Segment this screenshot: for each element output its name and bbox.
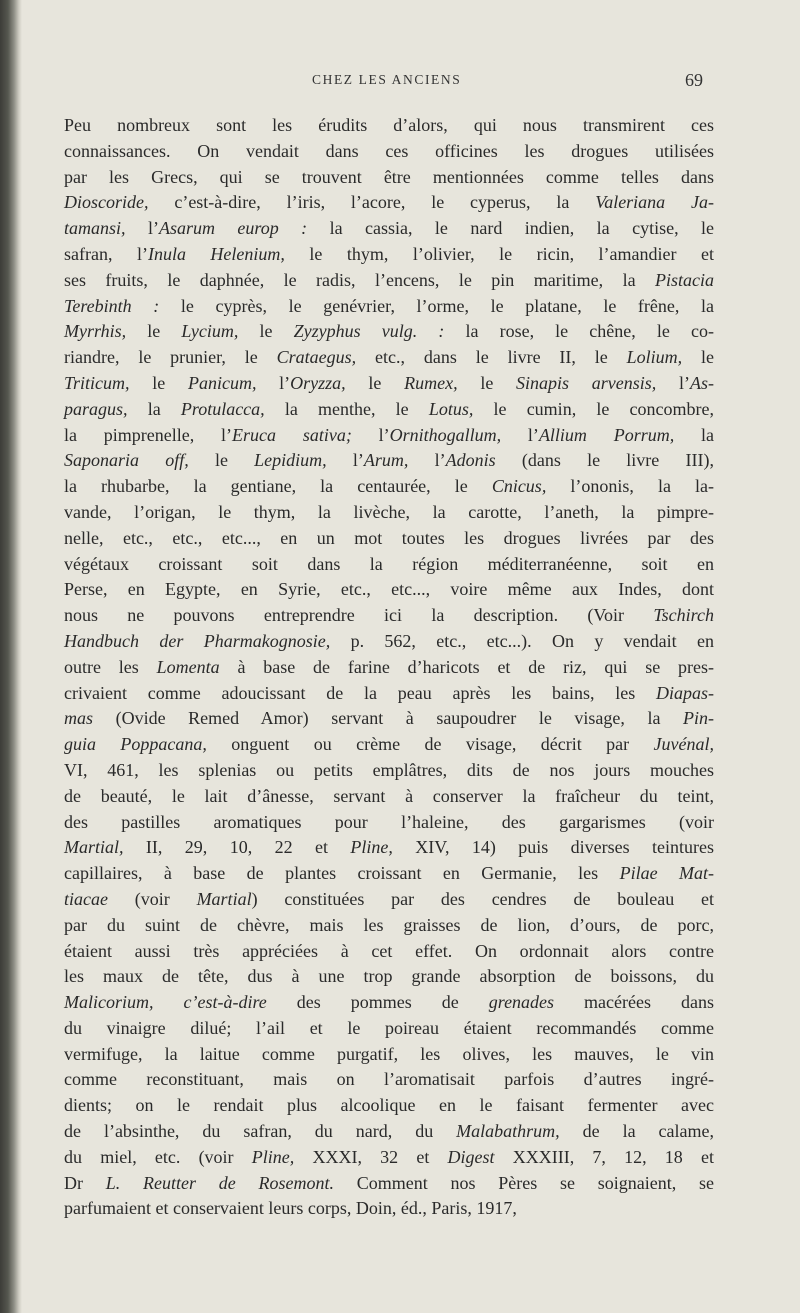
text-segment: XXXI, 32 et — [294, 1146, 448, 1167]
text-segment: l’ — [326, 450, 364, 471]
italic-text: Lepidium, — [254, 450, 327, 471]
text-segment: crivaient comme adoucissant de la peau après les bains, les — [64, 682, 656, 703]
italic-text: Lolium, — [626, 347, 683, 368]
italic-text: L. Reutter de Rosemont. — [105, 1172, 334, 1193]
text-segment: le — [457, 372, 517, 393]
text-line — [64, 552, 714, 578]
italic-text: Adonis — [445, 450, 496, 471]
italic-text: Allium Porrum, — [538, 424, 675, 445]
text-line — [64, 913, 714, 939]
text-line — [64, 526, 714, 552]
italic-text: Lycium, — [181, 321, 239, 342]
text-segment: les maux de tête, dus à une trop grande absorption de boissons, du — [64, 966, 714, 987]
text-line — [64, 1042, 714, 1068]
text-segment: la menthe, le — [264, 398, 429, 419]
italic-text: Malabathrum, — [456, 1121, 560, 1142]
text-segment: le — [238, 321, 294, 342]
text-line — [64, 423, 714, 449]
text-line — [64, 448, 714, 474]
text-line — [64, 861, 714, 887]
text-line — [64, 1145, 714, 1171]
text-line — [64, 500, 714, 526]
italic-text: Pline, — [251, 1146, 295, 1167]
text-segment: le — [126, 321, 182, 342]
italic-text: Ornithogallum, — [389, 424, 502, 445]
text-line — [64, 113, 714, 139]
text-line — [64, 1016, 714, 1042]
text-segment: ) constituées par des cendres de bouleau et — [251, 888, 714, 909]
text-line — [64, 268, 714, 294]
italic-text: Lotus, — [428, 398, 474, 419]
italic-text: Terebinth : — [64, 295, 160, 316]
italic-text: guia Poppacana, — [64, 734, 207, 755]
text-segment: le — [129, 372, 188, 393]
italic-text: Pistacia — [655, 269, 714, 290]
text-segment: (voir — [107, 888, 197, 909]
text-line — [64, 1067, 714, 1093]
italic-text: Handbuch der Pharmakognosie, — [64, 630, 331, 651]
italic-text: Panicum, — [187, 372, 257, 393]
text-segment: Dr — [64, 1172, 106, 1193]
italic-text: Pin- — [683, 708, 714, 729]
text-segment: le cyprès, le genévrier, l’orme, le platane, le frêne, la — [159, 295, 715, 316]
text-segment: etc., dans le livre II, le — [356, 347, 627, 368]
text-segment: par du suint de chèvre, mais les graisses de lion, d’ours, de porc, — [64, 914, 714, 935]
text-segment: riandre, le prunier, le — [64, 347, 277, 368]
text-line — [64, 371, 714, 397]
text-line — [64, 629, 714, 655]
text-line — [64, 319, 714, 345]
text-segment: à base de farine d’haricots et de riz, qui se pres- — [219, 656, 714, 677]
italic-text: Eruca sativa; — [232, 424, 352, 445]
text-segment: étaient aussi très appréciées à cet effet. On ordonnait alors contre — [64, 940, 714, 961]
text-segment: la cassia, le nard indien, la cytise, le — [307, 218, 715, 239]
italic-text: paragus, — [64, 398, 128, 419]
page-binding-edge — [0, 0, 22, 1313]
italic-text: Arum, — [363, 450, 409, 471]
text-segment: le — [188, 450, 255, 471]
text-line — [64, 732, 714, 758]
text-line — [64, 397, 714, 423]
text-line — [64, 784, 714, 810]
text-line — [64, 1171, 714, 1197]
italic-text: Lomenta — [156, 656, 220, 677]
text-segment: l’ — [256, 372, 291, 393]
text-segment: capillaires, à base de plantes croissant en Germanie, les — [64, 863, 620, 884]
italic-text: Oryzza, — [290, 372, 346, 393]
text-segment: macérées dans — [554, 992, 714, 1013]
italic-text: Zyzyphus vulg. : — [293, 321, 445, 342]
text-segment: c’est-à-dire, l’iris, l’acore, le cyperus, la — [148, 192, 596, 213]
text-line — [64, 603, 714, 629]
text-line — [64, 577, 714, 603]
text-segment: Peu nombreux sont les érudits d’alors, qui nous transmirent ces — [64, 115, 714, 135]
text-segment: nous ne pouvons entreprendre ici la description. (Voir — [64, 605, 654, 626]
text-segment: onguent ou crème de visage, décrit par — [206, 734, 654, 755]
text-segment: l’ — [501, 424, 539, 445]
text-line — [64, 810, 714, 836]
text-line — [64, 681, 714, 707]
text-line — [64, 939, 714, 965]
italic-text: Saponaria off, — [64, 450, 189, 471]
italic-text: Cnicus, — [491, 476, 547, 497]
text-line — [64, 1196, 714, 1222]
text-line — [64, 242, 714, 268]
text-segment: connaissances. On vendait dans ces officines les drogues utilisées — [64, 140, 714, 161]
text-segment: des pastilles aromatiques pour l’haleine, des gargarismes (voir — [64, 811, 714, 832]
text-segment: de beauté, le lait d’ânesse, servant à conserver la fraîcheur du teint, — [64, 785, 714, 806]
italic-text: Tschirch — [653, 605, 714, 626]
text-segment: safran, l’ — [64, 243, 148, 264]
text-segment: (dans le livre III), — [495, 450, 714, 471]
text-line — [64, 887, 714, 913]
text-segment: le thym, l’olivier, le ricin, l’amandier et — [284, 243, 714, 264]
italic-text: tiacae — [64, 888, 108, 909]
italic-text: Rumex, — [404, 372, 458, 393]
text-segment: l’ — [351, 424, 390, 445]
text-line — [64, 294, 714, 320]
italic-text: Martial, — [64, 837, 124, 858]
text-line — [64, 990, 714, 1016]
text-segment: Comment nos Pères se soignaient, se — [333, 1172, 714, 1193]
text-segment: (Ovide Remed Amor) servant à saupoudrer le visage, la — [93, 708, 683, 729]
text-line — [64, 474, 714, 500]
text-segment: la — [127, 398, 181, 419]
text-segment: XXXIII, 7, 12, 18 et — [494, 1146, 714, 1167]
italic-text: Pline, — [350, 837, 393, 858]
text-segment: vermifuge, la laitue comme purgatif, les olives, les mauves, le vin — [64, 1043, 714, 1064]
text-segment: l’ — [656, 372, 690, 393]
italic-text: mas — [64, 708, 94, 729]
text-line — [64, 835, 714, 861]
italic-text: Dioscoride, — [64, 192, 149, 213]
text-segment: comme reconstituant, mais on l’aromatisait parfois d’autres ingré- — [64, 1069, 714, 1090]
text-segment: des pommes de — [266, 992, 489, 1013]
text-segment: l’ — [408, 450, 446, 471]
text-line — [64, 706, 714, 732]
text-segment: la rose, le chêne, le co- — [444, 321, 714, 342]
text-segment: ses fruits, le daphnée, le radis, l’encens, le pin maritime, la — [64, 269, 655, 290]
italic-text: Protulacca, — [180, 398, 265, 419]
italic-text: Inula Helenium, — [147, 243, 285, 264]
text-line — [64, 190, 714, 216]
italic-text: Crataegus, — [276, 347, 357, 368]
text-segment: du vinaigre dilué; l’ail et le poireau étaient recommandés comme — [64, 1017, 714, 1038]
text-segment: la rhubarbe, la gentiane, la centaurée, le — [64, 476, 492, 497]
text-segment: II, 29, 10, 22 et — [123, 837, 351, 858]
text-segment: de l’absinthe, du safran, du nard, du — [64, 1121, 457, 1142]
italic-text: Malicorium, c’est-à-dire — [64, 992, 267, 1013]
body-text — [64, 113, 714, 1222]
italic-text: Diapas- — [656, 682, 714, 703]
text-segment: nelle, etc., etc., etc..., en un mot toutes les drogues livrées par des — [64, 527, 714, 548]
italic-text: tamansi, — [64, 218, 126, 239]
italic-text: Pilae Mat- — [619, 863, 714, 884]
text-segment: l’ — [125, 218, 159, 239]
text-segment: végétaux croissant soit dans la région méditerranéenne, soit en — [64, 553, 714, 574]
text-line — [64, 1093, 714, 1119]
text-segment: Perse, en Egypte, en Syrie, etc., etc..., voire même aux Indes, dont — [64, 579, 714, 600]
italic-text: Sinapis arvensis, — [516, 372, 657, 393]
text-line — [64, 345, 714, 371]
text-line — [64, 655, 714, 681]
text-segment: outre les — [64, 656, 157, 677]
text-segment: du miel, etc. (voir — [64, 1146, 252, 1167]
italic-text: Digest — [447, 1146, 495, 1167]
text-segment: p. 562, etc., etc...). On y vendait en — [330, 630, 715, 651]
text-line — [64, 165, 714, 191]
italic-text: Triticum, — [64, 372, 130, 393]
running-head: CHEZ LES ANCIENS — [312, 72, 462, 87]
italic-text: Asarum europ : — [158, 218, 308, 239]
text-segment: la pimprenelle, l’ — [64, 424, 233, 445]
text-segment: dients; on le rendait plus alcoolique en le faisant fermenter avec — [64, 1095, 714, 1116]
text-segment: vande, l’origan, le thym, la livèche, la carotte, l’aneth, la pimpre- — [64, 501, 714, 522]
text-segment: le cumin, le concombre, — [473, 398, 714, 419]
italic-text: Valeriana Ja- — [595, 192, 714, 213]
italic-text: As- — [689, 372, 714, 393]
text-segment: par les Grecs, qui se trouvent être mentionnées comme telles dans — [64, 166, 714, 187]
text-segment: VI, 461, les splenias ou petits emplâtres, dits de nos jours mouches — [64, 759, 714, 780]
text-segment: le — [345, 372, 405, 393]
text-segment: de la calame, — [559, 1121, 714, 1142]
text-line — [64, 758, 714, 784]
text-line — [64, 964, 714, 990]
text-line — [64, 139, 714, 165]
text-line — [64, 216, 714, 242]
page-number: 69 — [685, 70, 703, 90]
text-segment: l’ononis, la la- — [546, 476, 715, 497]
text-segment: la — [674, 424, 715, 445]
italic-text: Myrrhis, — [64, 321, 127, 342]
text-line — [64, 1119, 714, 1145]
italic-text: Martial — [196, 888, 252, 909]
text-segment: parfumaient et conservaient leurs corps, Doin, éd., Paris, 1917, — [64, 1198, 517, 1219]
italic-text: Juvénal, — [653, 734, 714, 755]
text-segment: le — [682, 347, 714, 368]
text-segment: XIV, 14) puis diverses teintures — [392, 837, 714, 858]
italic-text: grenades — [488, 992, 555, 1013]
